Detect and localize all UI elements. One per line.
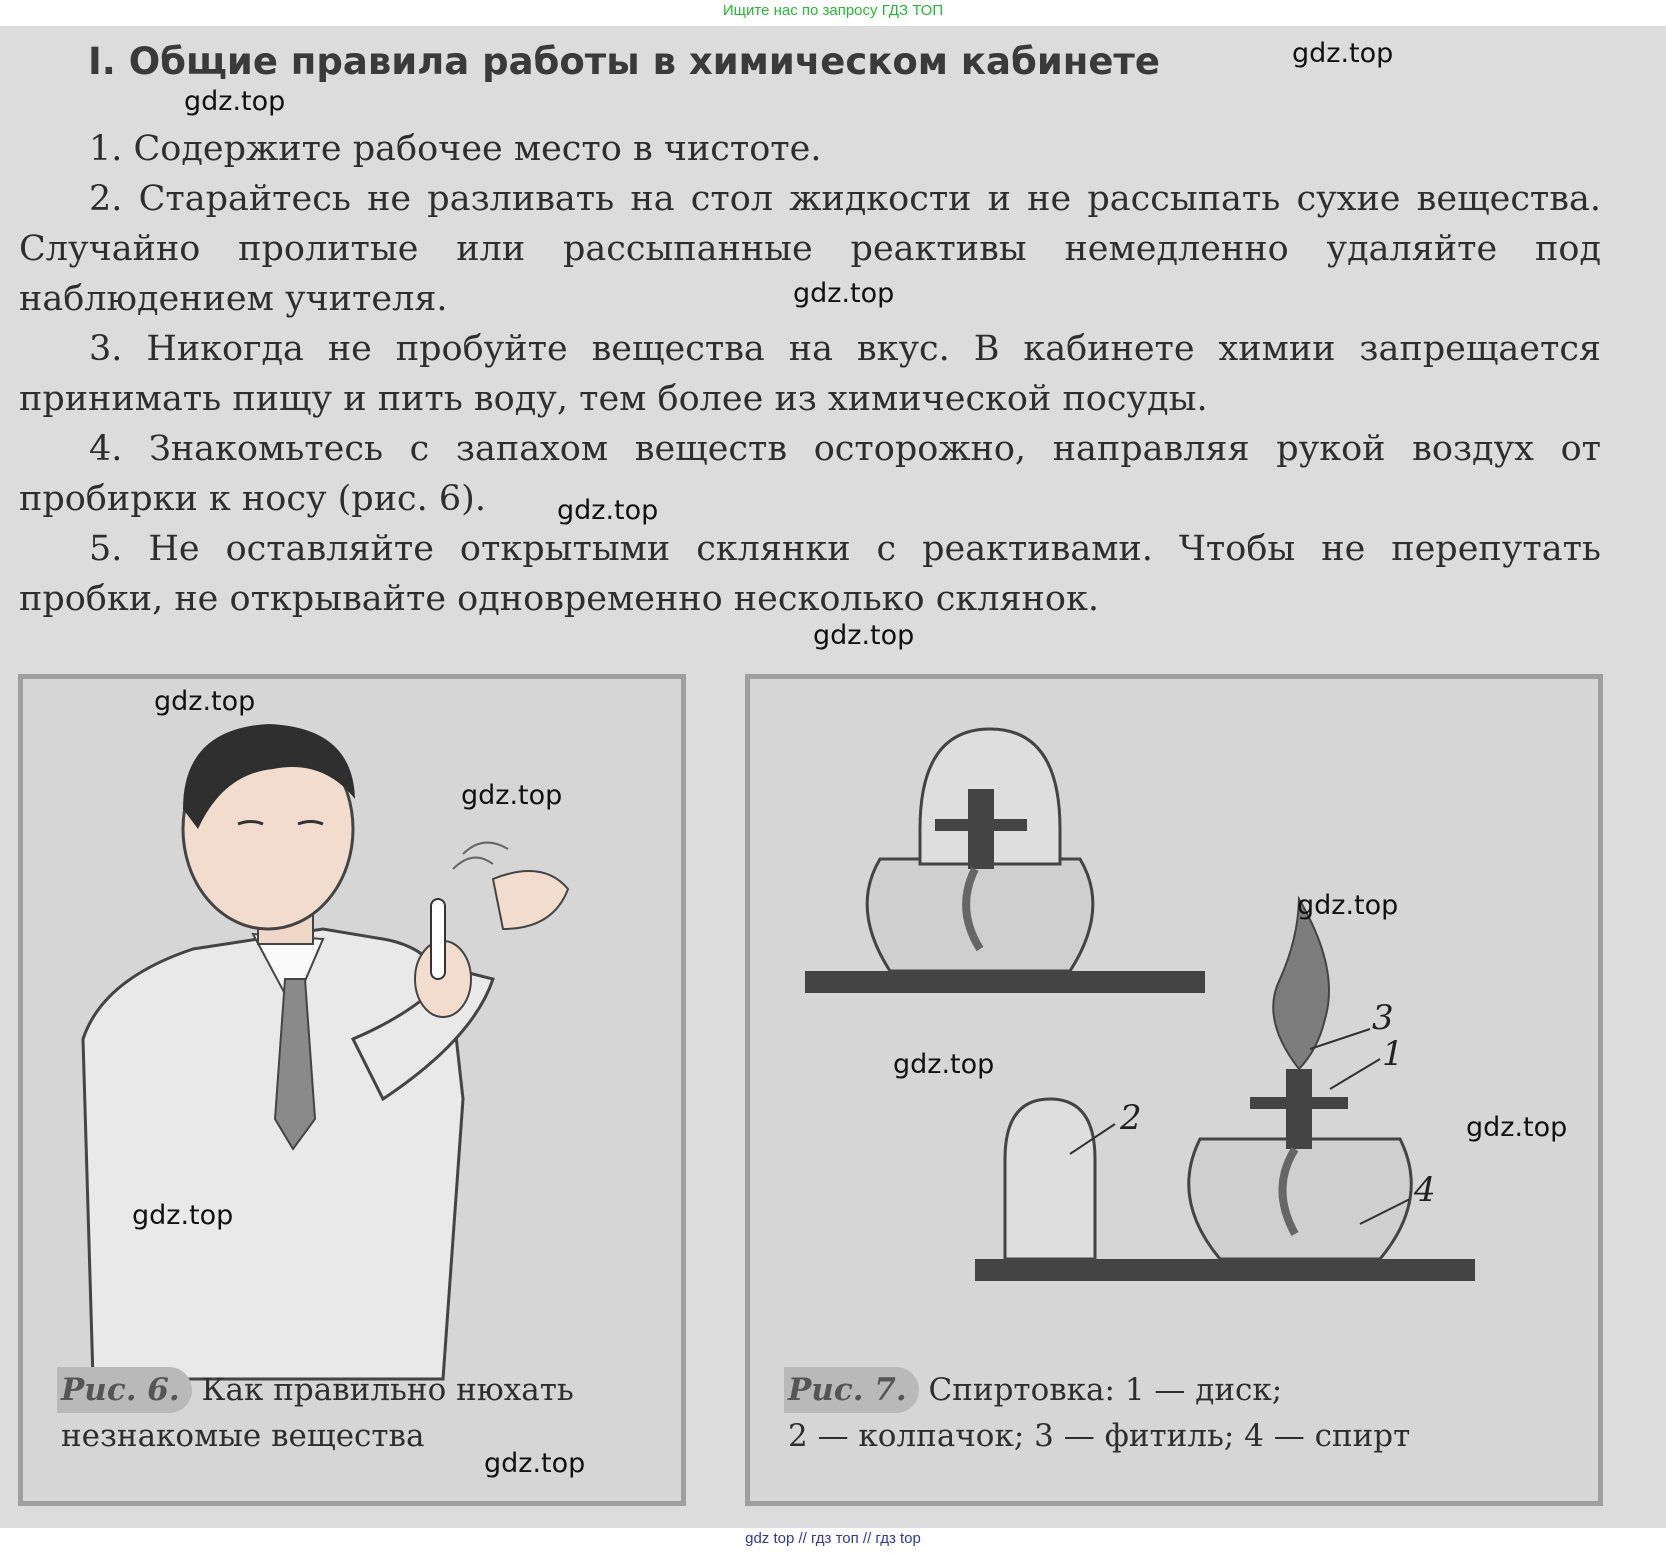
callout-3: 3: [1372, 998, 1394, 1038]
shelf-lower: [975, 1259, 1475, 1281]
watermark: gdz.top: [793, 278, 895, 309]
callout-1: 1: [1382, 1034, 1404, 1074]
rule-5: 5. Не оставляйте открытыми склянки с реактивами. Чтобы не перепутать пробки, не открывайте одновременно несколько склянок.: [19, 529, 1601, 619]
watermark: gdz.top: [184, 86, 286, 117]
watermark: gdz.top: [1466, 1112, 1568, 1143]
disk-shape: [1250, 1097, 1348, 1109]
rule-4: 4. Знакомьтесь с запахом веществ осторожно, направляя рукой воздух от пробирки к носу (рис. 6).: [19, 429, 1601, 519]
watermark: gdz.top: [1292, 38, 1394, 69]
top-banner[interactable]: Ищите нас по запросу ГДЗ ТОП: [722, 2, 944, 19]
callout-2: 2: [1120, 1098, 1142, 1138]
watermark: gdz.top: [557, 495, 659, 526]
cap-separate: [1005, 1099, 1095, 1259]
section-heading: I. Общие правила работы в химическом кабинете: [88, 40, 1160, 83]
textbook-page: [0, 26, 1666, 1528]
watermark: gdz.top: [893, 1049, 995, 1080]
figure-7-caption-line1: Спиртовка: 1 — диск;: [928, 1372, 1283, 1408]
figure-7: [745, 674, 1603, 1506]
rule-1: 1. Содержите рабочее место в чистоте.: [89, 129, 822, 169]
flame-shape: [1273, 899, 1329, 1069]
figure-6-label: Рис. 6.: [57, 1367, 192, 1413]
watermark: gdz.top: [813, 620, 915, 651]
figure-7-caption: [788, 1367, 1578, 1459]
figure-6-caption-text: Как правильно нюхать незнакомые вещества: [61, 1372, 574, 1454]
test-tube-shape: [431, 899, 445, 979]
figure-7-label: Рис. 7.: [784, 1367, 919, 1413]
lab-coat-shape: [83, 929, 463, 1379]
rule-3: 3. Никогда не пробуйте вещества на вкус. В кабинете химии запрещается принимать пищу и пить воду, тем более из химической посуды.: [19, 329, 1601, 419]
figure-7-caption-line2: 2 — колпачок; 3 — фитиль; 4 — спирт: [788, 1418, 1411, 1454]
footer-links[interactable]: gdz top // гдз топ // гдз top: [0, 1528, 1666, 1553]
watermark: gdz.top: [1297, 890, 1399, 921]
figure-6: [18, 674, 686, 1506]
watermark: gdz.top: [132, 1200, 234, 1231]
lamp-body-lit: [1189, 1139, 1412, 1259]
rule-2: 2. Старайтесь не разливать на стол жидкости и не рассыпать сухие вещества. Случайно пролитые или рассыпанные реактивы немедленно удаляйте под наблюдением учителя.: [19, 179, 1601, 319]
lamp-body-capped: [867, 859, 1093, 971]
watermark: gdz.top: [484, 1448, 586, 1479]
watermark: gdz.top: [461, 780, 563, 811]
watermark: gdz.top: [154, 686, 256, 717]
shelf-upper: [805, 971, 1205, 993]
rules-list: [19, 124, 1601, 624]
figure-6-caption: [61, 1367, 661, 1459]
callout-4: 4: [1414, 1170, 1436, 1210]
